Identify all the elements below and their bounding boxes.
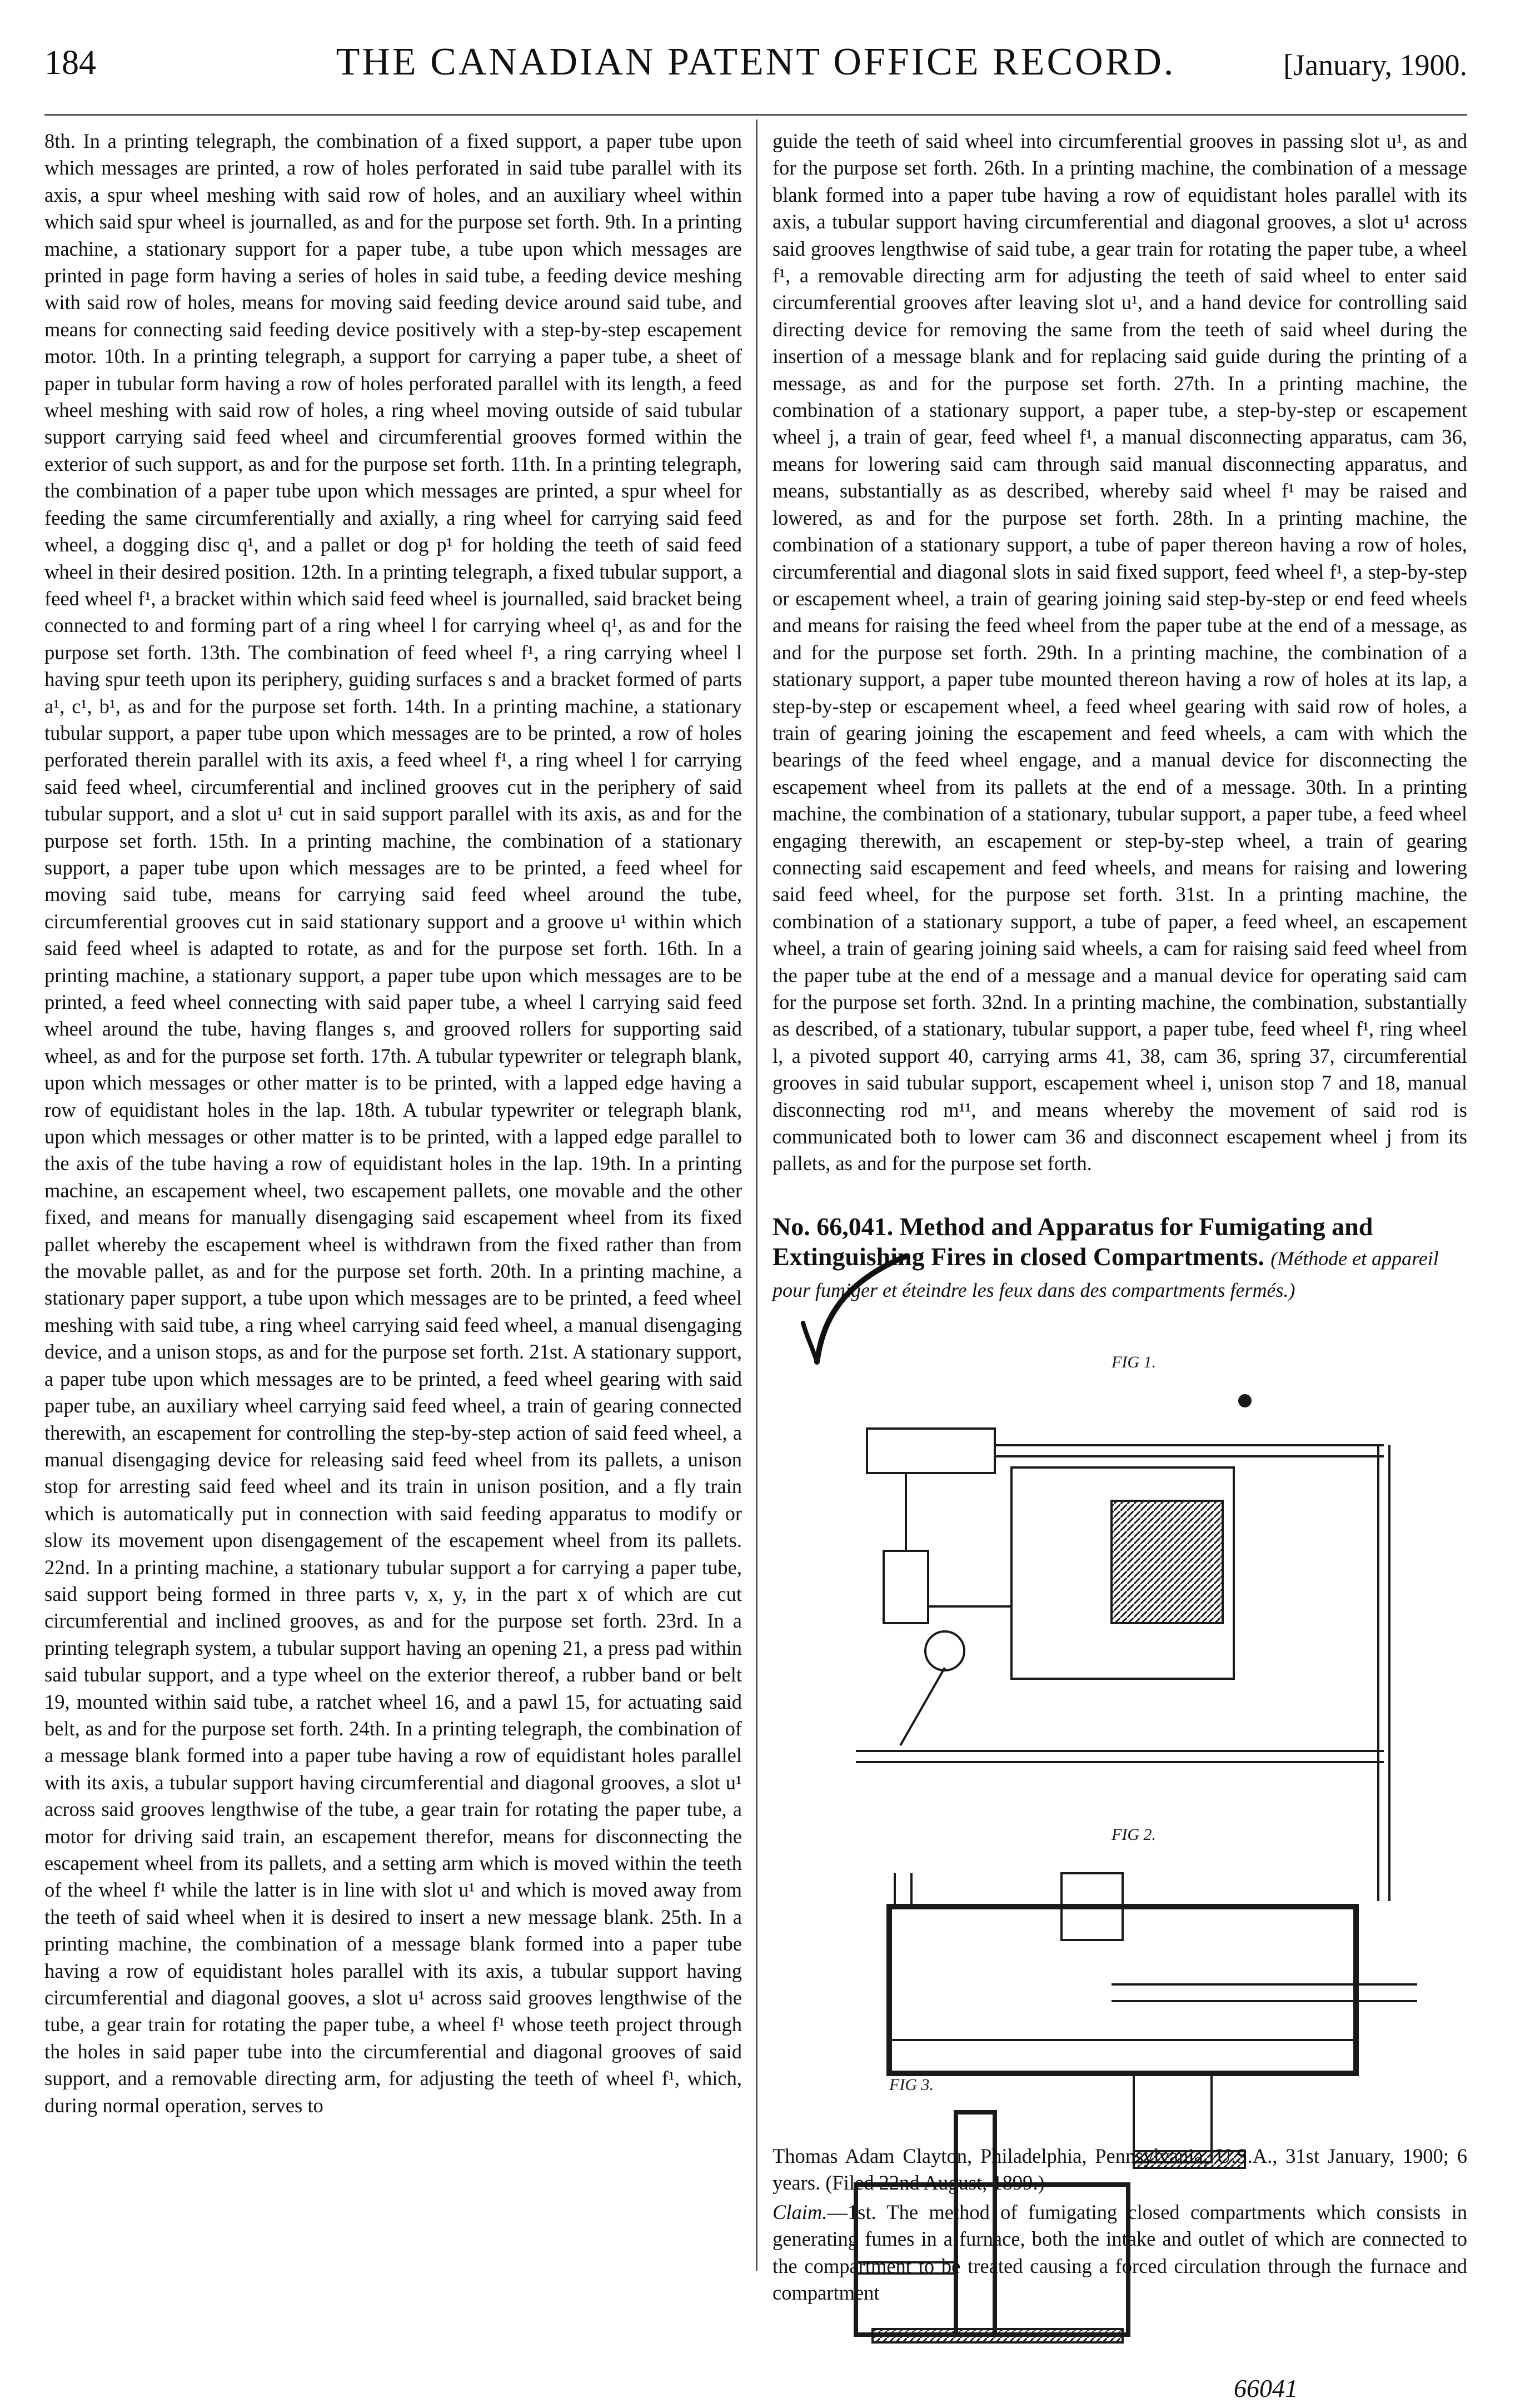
- patent-number: No. 66,041.: [773, 1212, 894, 1241]
- handwritten-note: 66041: [1234, 2374, 1298, 2402]
- page-header: [44, 40, 1467, 101]
- column-divider: [756, 120, 757, 2271]
- patent-french-title: (Méthode et appareil pour fumiger et éteindre les feux dans des compartments fermés.): [773, 1247, 1439, 1301]
- left-column-text: 8th. In a printing telegraph, the combination of a fixed support, a paper tube upon which messages are printed, a row of holes perforated in said tube parallel with its axis, a spur wheel meshing with said row of holes, and an auxiliary wheel within which said spur wheel is journalled, as and for the purpose set forth. 9th. In a printing machine, a stationary support for a paper tube, a tube upon which messages are printed in page form having a series of holes in said tube, a feeding device meshing with said row of holes, means for moving said feeding device around said tube, and means for connecting said feeding device positively with a step-by-step escapement motor. 10th. In a printing telegraph, a support for carrying a paper tube, a sheet of paper in tubular form having a row of holes perforated parallel with its length, a feed wheel meshing with said row of holes, a ring wheel moving outside of said tubular support carrying said feed wheel and circumferential grooves formed within the exterior of such support, as and for the purpose set forth. 11th. In a printing telegraph, the combination of a paper tube upon which messages are printed, a spur wheel for feeding the same circumferentially and axially, a ring wheel for carrying said feed wheel, a dogging disc q¹, and a pallet or dog p¹ for holding the teeth of said feed wheel in their desired position. 12th. In a printing telegraph, a fixed tubular support, a feed wheel f¹, a bracket within which said feed wheel is journalled, said bracket being connected to and forming part of a ring wheel l for carrying wheel q¹, as and for the purpose set forth. 13th. The combination of feed wheel f¹, a ring carrying wheel l having spur teeth upon its periphery, guiding surfaces s and a bracket formed of parts a¹, c¹, b¹, as and for the purpose set forth. 14th. In a printing machine, a stationary tubular support, a paper tube upon which messages are to be printed, a row of holes perforated therein parallel with its axis, a feed wheel f¹, a ring wheel l for carrying said feed wheel, circumferential and inclined grooves cut in the periphery of said tubular support, and a slot u¹ cut in said support parallel with its axis, as and for the purpose set forth. 15th. In a printing machine, the combination of a stationary support, a paper tube upon which messages are to be printed, a feed wheel for moving said tube, means for carrying said feed wheel around the tube, circumferential grooves cut in said stationary support and a groove u¹ within which said feed wheel is adapted to rotate, as and for the purpose set forth. 16th. In a printing machine, a stationary support, a paper tube upon which messages are to be printed, a feed wheel connecting with said paper tube, a wheel l carrying said feed wheel around the tube, having flanges s, and grooved rollers for supporting said wheel, as and for the purpose set forth. 17th. A tubular typewriter or telegraph blank, upon which messages or other matter is to be printed, with a lapped edge having a row of equidistant holes in the lap. 18th. A tubular typewriter or telegraph blank, upon which messages or other matter is to be printed, with a lapped edge parallel to the axis of the tube having a row of equidistant holes in the lap. 19th. In a printing machine, an escapement wheel, two escapement pallets, one movable and the other fixed, and means for manually disengaging said escapement wheel from its fixed pallet whereby the escapement wheel is withdrawn from the fixed rather than from the movable pallet, as and for the purpose set forth. 20th. In a printing machine, a stationary paper support, a tube upon which messages are to be printed, a feed wheel meshing with said tube, a ring wheel carrying said feed wheel, a manual disengaging device, and a unison stops, as and for the purpose set forth. 21st. A stationary support, a paper tube upon which messages are to be printed, a feed wheel gearing with said paper tube, an auxiliary wheel carrying said feed wheel, a train of gearing connected therewith, an escapement for controlling the step-by-step action of said feed wheel, a manual disengaging device for releasing said feed wheel from its pallets, a unison stop for arresting said feed wheel and its train in unison position, and a fly train which is automatically put in connection with said feeding apparatus to modify or slow its movement upon disengagement of the escapement wheel from its pallets. 22nd. In a printing machine, a stationary tubular support a for carrying a paper tube, said support being formed in three parts v, x, y, in the part x of which are cut circumferential and inclined grooves, as and for the purpose set forth. 23rd. In a printing telegraph system, a tubular support having an opening 21, a press pad within said tubular support, and a type wheel on the exterior thereof, a rubber band or belt 19, mounted within said tube, a ratchet wheel 16, and a pawl 15, for actuating said belt, as and for the purpose set forth. 24th. In a printing telegraph, the combination of a message blank formed into a paper tube having a row of equidistant holes parallel with its axis, a tubular support having circumferential and diagonal grooves, a slot u¹ across said grooves lengthwise of the tube, a gear train for rotating the paper tube, a motor for driving said train, an escapement therefor, means for disconnecting the escapement wheel from its pallets, and a setting arm which is moved within the teeth of the wheel f¹ while the latter is in line with slot u¹ and which is moved away from the teeth of said wheel when it is desired to insert a new message blank. 25th. In a printing machine, the combination of a message blank formed into a paper tube having a row of equidistant holes parallel with its axis, a tubular support having circumferential and diagonal gooves, a slot u¹ across said grooves lengthwise of the tube, a gear train for rotating the paper tube, a wheel f¹ whose teeth project through the holes in said paper tube into the circumferential and diagonal grooves of said support, and a removable directing arm, for adjusting the teeth of wheel f¹, which, during normal operation, serves to: [44, 130, 742, 2117]
- header-rule: [44, 114, 1467, 116]
- claim-paragraph: [773, 2199, 1467, 2307]
- claim-label: Claim.: [773, 2201, 828, 2223]
- fig2-label: FIG 2.: [1112, 1825, 1156, 1844]
- claim-text: —1st. The method of fumigating closed compartments which consists in generating fumes in a furnace, both the intake and outlet of which are connected to the compartment to be treated causing a forced circulation through the furnace and compartment: [773, 2201, 1467, 2305]
- fig3-label: FIG 3.: [889, 2076, 934, 2094]
- inventor-details: Thomas Adam Clayton, Philadelphia, Pennsylvania, U.S.A., 31st January, 1900; 6 years. (Filed 22nd August, 1899.): [773, 2145, 1467, 2195]
- fig1-label: FIG 1.: [1112, 1353, 1156, 1371]
- issue-date: [January, 1900.: [1283, 48, 1467, 82]
- figure-1: [856, 1353, 1389, 1901]
- publication-title: THE CANADIAN PATENT OFFICE RECORD.: [336, 41, 1176, 83]
- patent-title: Method and Apparatus for Fumigating and Extinguishing Fires in closed Compartments.: [773, 1212, 1373, 1271]
- figure-2: [889, 1825, 1417, 2168]
- page-number: 184: [44, 44, 96, 82]
- right-column-text: guide the teeth of said wheel into circumferential grooves in passing slot u¹, as and for the purpose set forth. 26th. In a printing machine, the combination of a message blank formed into a paper tube having a row of equidistant holes parallel with its axis, a tubular support having circumferential and diagonal grooves, a slot u¹ across said grooves lengthwise of said tube, a gear train for rotating the paper tube, a wheel f¹, a removable directing arm for adjusting the teeth of said wheel to enter said circumferential grooves after leaving slot u¹, and a hand device for controlling said directing device for removing the same from the teeth of said wheel during the insertion of a message blank and for replacing said guide during the printing of a message, as and for the purpose set forth. 27th. In a printing machine, the combination of a stationary support, a paper tube, a step-by-step or escapement wheel j, a train of gear, feed wheel f¹, a manual disconnecting apparatus, cam 36, means for lowering said cam through said manual disconnecting apparatus, and means, substantially as as described, whereby said wheel f¹ may be raised and lowered, as and for the purpose set forth. 28th. In a printing machine, the combination of a stationary support, a tube of paper thereon having a row of holes, circumferential and diagonal slots in said fixed support, feed wheel f¹, a step-by-step or escapement wheel, a train of gearing joining said step-by-step or end feed wheels and means for raising the feed wheel from the paper tube at the end of a message, as and for the purpose set forth. 29th. In a printing machine, the combination of a stationary support, a paper tube mounted thereon having a row of holes at its lap, a step-by-step or escapement wheel, a feed wheel gearing with said row of holes, a train of gearing joining the escapement and feed wheels, a cam with which the bearings of the feed wheel engage, and a manual device for disconnecting the escapement wheel from its pallets at the end of a message. 30th. In a printing machine, the combination of a stationary, tubular support, a paper tube, a feed wheel engaging therewith, an escapement or step-by-step wheel, a train of gearing connecting said escapement and feed wheels, and means for raising and lowering said feed wheel, for the purpose set forth. 31st. In a printing machine, the combination of a stationary support, a tube of paper, a feed wheel, an escapement wheel, a train of gearing joining said wheels, a cam for raising said feed wheel from the paper tube at the end of a message and a manual device for operating said cam for the purpose set forth. 32nd. In a printing machine, the combination, substantially as described, of a stationary, tubular support, a paper tube, feed wheel f¹, ring wheel l, a pivoted support 40, carrying arms 41, 38, cam 36, spring 37, circumferential grooves in said tubular support, escapement wheel i, unison stop 7 and 18, manual disconnecting rod m¹¹, and means whereby the movement of said rod is communicated both to lower cam 36 and disconnect escapement wheel j from its pallets, as and for the purpose set forth.: [773, 130, 1467, 1175]
